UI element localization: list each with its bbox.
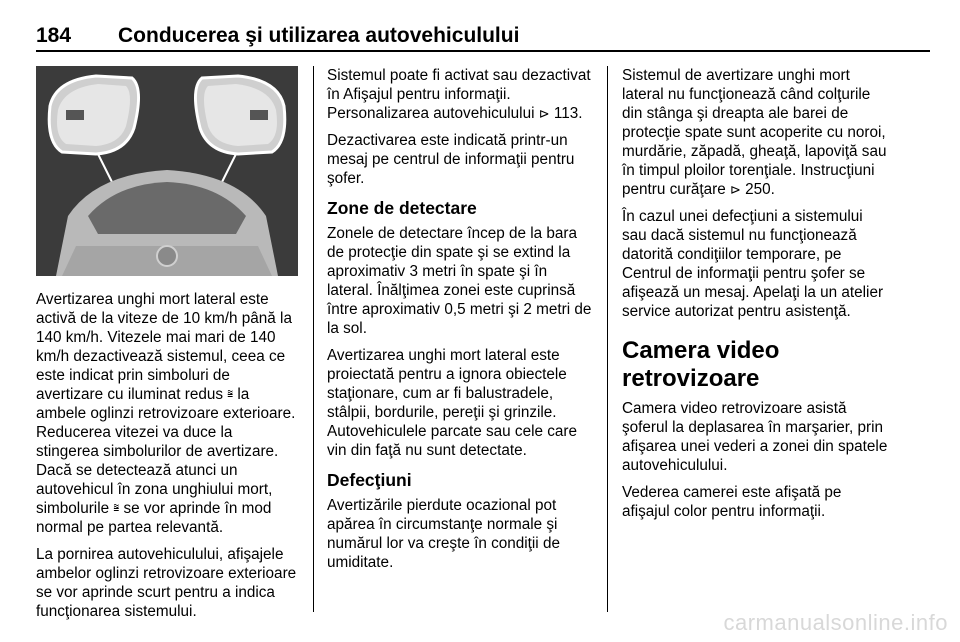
column-middle <box>327 66 593 580</box>
paragraph: Sistemul de avertizare unghi mort lateral nu funcţionează când colţurile din stânga şi dreapta ale barei de protecţie spate sunt acoperite cu noroi, murdărie, zăpadă, gheaţă, lapoviţă sau în timpul ploilor torenţiale. Instrucţiuni pentru curăţare ⊳ 250. <box>622 67 887 198</box>
blind-spot-symbol-icon: ⩰ <box>227 389 234 400</box>
page-title: Conducerea şi utilizarea autovehiculului <box>118 24 520 47</box>
page-number: 184 <box>36 24 72 47</box>
car-mirrors-image <box>36 66 298 276</box>
paragraph: Sistemul poate fi activat sau dezactivat în Afişajul pentru informaţii. Personalizarea autovehiculului ⊳ 113. <box>327 67 591 122</box>
paragraph: Vederea camerei este afişată pe afişajul color pentru informaţii. <box>622 484 842 520</box>
paragraph: Dezactivarea este indicată printr-un mesaj pe centrul de informaţii pentru şofer. <box>327 132 575 187</box>
page-ref-arrow-icon: ⊳ <box>730 182 741 197</box>
page-ref-link[interactable]: 250. <box>740 181 775 198</box>
blind-spot-symbol-icon: ⩰ <box>113 503 120 514</box>
page-ref-link[interactable]: 113. <box>549 105 583 122</box>
column-left <box>36 66 298 629</box>
paragraph: Avertizările pierdute ocazional pot apărea în circumstanţe normale şi numărul lor va creşte în condiţii de umiditate. <box>327 497 560 571</box>
column-divider <box>607 66 608 612</box>
paragraph: La pornirea autovehiculului, afişajele ambelor oglinzi retrovizoare exterioare se vor aprinde scurt pentru a indica funcţionarea sistemului. <box>36 546 297 620</box>
paragraph: Avertizarea unghi mort lateral este activă de la viteze de 10 km/h până la 140 km/h. Vitezele mai mari de 140 km/h dezactivează sistemul, ceea ce este indicat prin simboluri de avertizare cu iluminat redus ⩰ la ambele oglinzi retrovizoare exterioare. Reducerea vitezei va duce la stingerea simbolurilor de avertizare. Dacă se detectează atunci un autovehicul în zona unghiului mort, simbolurile ⩰ se vor aprinde în mod normal pe partea relevantă. <box>36 291 296 536</box>
blind-spot-icon <box>250 110 268 120</box>
chapter-heading: Camera video retrovizoare <box>622 337 780 392</box>
paragraph: Avertizarea unghi mort lateral este proiectată pentru a ignora obiectele staţionare, cum ar fi balustradele, stâlpii, bordurile, pereţii şi grinzile. Autovehiculele parcate sau cele care vin din faţă nu sunt detectate. <box>327 347 578 459</box>
page-header <box>36 20 930 52</box>
section-heading: Defecţiuni <box>327 470 412 490</box>
watermark: carmanualsonline.info <box>723 610 948 635</box>
blind-spot-illustration <box>36 66 298 276</box>
column-right <box>622 66 890 529</box>
blind-spot-icon <box>66 110 84 120</box>
paragraph: Zonele de detectare încep de la bara de protecţie din spate şi se extind la aproximativ 3 metri în spate şi în lateral. Înălţimea zonei este cuprinsă între aproximativ 0,5 metri şi 2 metri de la sol. <box>327 225 592 337</box>
section-heading: Zone de detectare <box>327 198 477 218</box>
paragraph: Camera video retrovizoare asistă şoferul la deplasarea în marşarier, prin afişarea unei vederi a zonei din spatele autovehiculului. <box>622 400 888 474</box>
page-ref-arrow-icon: ⊳ <box>538 106 550 121</box>
paragraph: În cazul unei defecţiuni a sistemului sau dacă sistemul nu funcţionează datorită condiţiilor temporare, pe Centrul de informaţii pentru şofer se afişează un mesaj. Apelaţi la un atelier service autorizat pentru asistenţă. <box>622 208 884 320</box>
column-divider <box>313 66 314 612</box>
